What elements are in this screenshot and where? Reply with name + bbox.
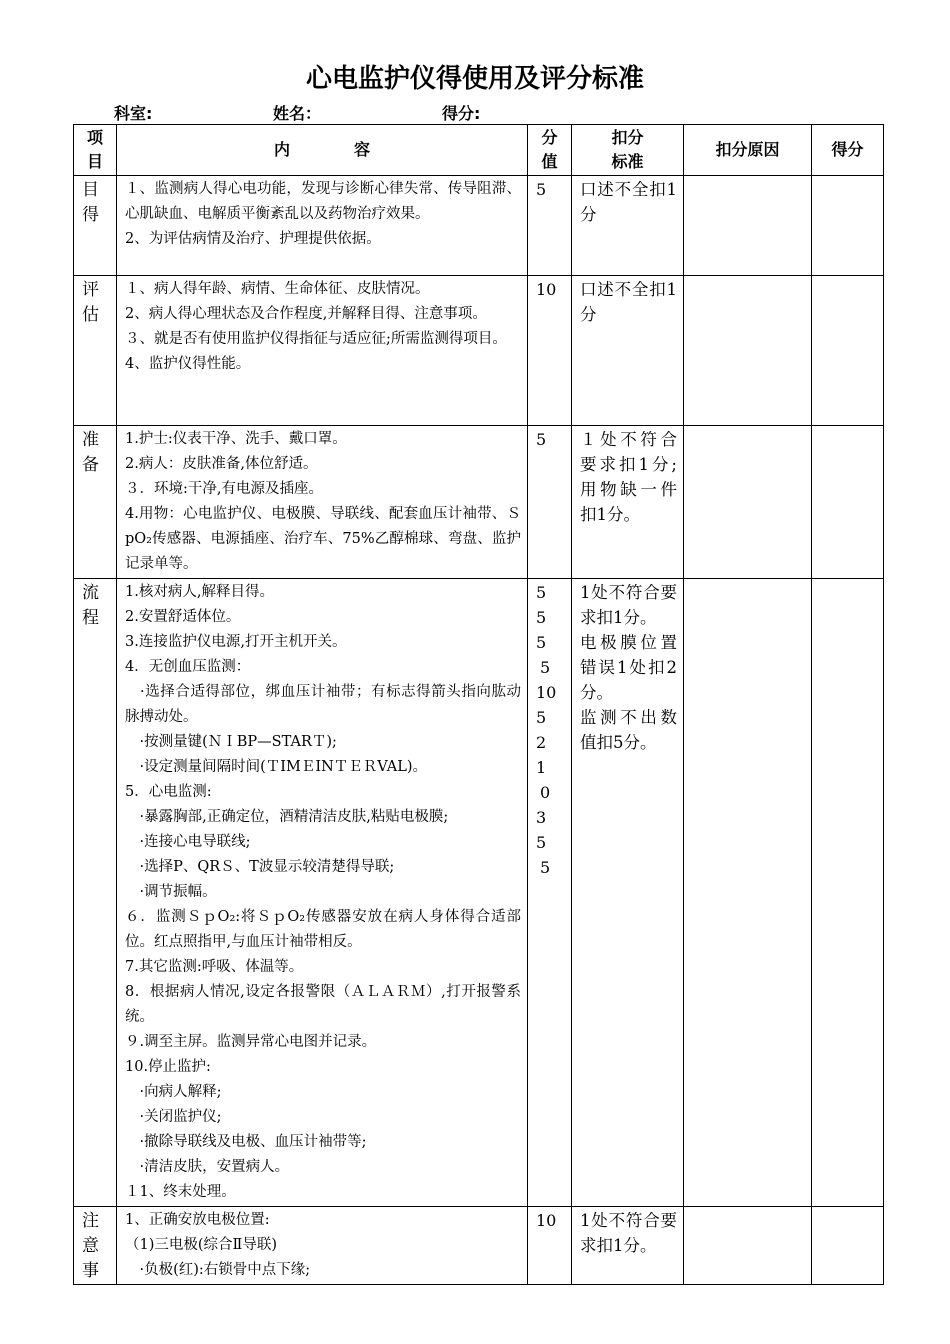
content-line: 3.连接监护仪电源,打开主机开关。: [125, 634, 347, 650]
row-score[interactable]: [812, 176, 884, 276]
name-label: 姓名：: [273, 104, 322, 123]
points-value: 5: [540, 658, 551, 677]
content-line: （1)三电极(综合Ⅱ导联): [125, 1237, 278, 1253]
content-line: １、病人得年龄、病情、生命体征、皮肤情况。: [125, 281, 430, 297]
row-content: [117, 1207, 528, 1285]
dept-label: 科室:: [114, 104, 153, 123]
row-item: 注 意 事: [74, 1207, 117, 1285]
col-deduct-header: 扣分 标准: [572, 125, 684, 176]
table-row: [74, 276, 884, 426]
table-row: [74, 1207, 884, 1285]
page-title: 心电监护仪得使用及评分标准: [305, 64, 644, 94]
row-score[interactable]: [812, 426, 884, 579]
row-points: [528, 276, 572, 426]
points-value: 3: [536, 808, 547, 827]
content-line: 4.用物：心电监护仪、电极膜、导联线、配套血压计袖带、ＳpO₂传感器、电源插座、治疗车、75%乙醇棉球、弯盘、监护记录单等。: [125, 506, 521, 572]
content-line: 5．心电监测:: [125, 784, 212, 800]
points-value: 5: [536, 633, 547, 652]
row-score[interactable]: [812, 1207, 884, 1285]
row-deduct-standard: 1处不符合要求扣1分。 电极膜位置错误1处扣2分。 监测不出数值扣5分。: [572, 579, 684, 1207]
row-score[interactable]: [812, 276, 884, 426]
row-content: [117, 579, 528, 1207]
row-deduct-reason[interactable]: [684, 176, 812, 276]
row-item: 评 估: [74, 276, 117, 426]
table-row: [74, 426, 884, 579]
row-deduct-standard: 口述不全扣1分: [572, 176, 684, 276]
row-deduct-standard: 口述不全扣1分: [572, 276, 684, 426]
row-content: [117, 276, 528, 426]
content-line: ·关闭监护仪;: [125, 1109, 222, 1125]
content-line: 2.病人：皮肤准备,体位舒适。: [125, 456, 318, 472]
points-value: 5: [536, 708, 547, 727]
points-value: 5: [536, 430, 547, 449]
col-item-header: 项 目: [74, 125, 117, 176]
row-deduct-reason[interactable]: [684, 426, 812, 579]
points-value: 5: [536, 583, 547, 602]
content-line: ·按测量键(ＮＩBP—STARＴ);: [125, 734, 337, 750]
content-line: ·向病人解释;: [125, 1084, 222, 1100]
content-line: 2.安置舒适体位。: [125, 609, 241, 625]
points-value: 5: [536, 833, 547, 852]
content-line: ·选择P、QRＳ、T波显示较清楚得导联;: [125, 859, 395, 875]
points-value: 10: [536, 280, 557, 299]
col-content-header: 内 容: [117, 125, 528, 176]
col-score-header: 得分: [812, 125, 884, 176]
content-line: 1、正确安放电极位置:: [125, 1212, 270, 1228]
points-value: 10: [536, 683, 557, 702]
row-points: [528, 1207, 572, 1285]
row-points: [528, 426, 572, 579]
points-value: 2: [536, 733, 547, 752]
content-line: ·清洁皮肤，安置病人。: [125, 1159, 290, 1175]
points-value: 5: [540, 858, 551, 877]
row-score[interactable]: [812, 579, 884, 1207]
col-points-header: 分 值: [528, 125, 572, 176]
content-line: ３．环境:干净,有电源及插座。: [125, 481, 323, 497]
col-reason-header: 扣分原因: [684, 125, 812, 176]
score-label: 得分:: [442, 104, 481, 123]
table-row: [74, 579, 884, 1207]
content-line: 4、监护仪得性能。: [125, 356, 251, 372]
row-deduct-reason[interactable]: [684, 1207, 812, 1285]
content-line: ３、就是否有使用监护仪得指征与适应征;所需监测得项目。: [125, 331, 507, 347]
points-value: 10: [536, 1211, 557, 1230]
row-deduct-reason[interactable]: [684, 276, 812, 426]
content-line: 1.核对病人,解释目得。: [125, 584, 274, 600]
content-line: ·调节振幅。: [125, 884, 217, 900]
content-line: 1.护士:仪表干净、洗手、戴口罩。: [125, 431, 347, 447]
points-value: 0: [540, 783, 551, 802]
content-line: ·连接心电导联线;: [125, 834, 251, 850]
table-header-row: [74, 125, 884, 176]
row-item: 流 程: [74, 579, 117, 1207]
content-line: ·撤除导联线及电极、血压计袖带等;: [125, 1134, 367, 1150]
content-line: １1、终末处理。: [125, 1184, 236, 1200]
content-line: 8．根据病人情况,设定各报警限（ＡＬＡＲＭ）,打开报警系统。: [125, 984, 521, 1025]
points-value: 5: [536, 608, 547, 627]
content-line: 10.停止监护:: [125, 1059, 211, 1075]
points-value: 1: [536, 758, 547, 777]
content-line: 4．无创血压监测：: [125, 659, 251, 675]
row-deduct-standard: １处不符合要求扣1分;用物缺一件扣1分。: [572, 426, 684, 579]
row-deduct-reason[interactable]: [684, 579, 812, 1207]
points-value: 5: [536, 180, 547, 199]
content-line: １、监测病人得心电功能，发现与诊断心律失常、传导阻滞、心肌缺血、电解质平衡紊乱以及药物治疗效果。: [125, 181, 521, 222]
content-line: ·选择合适得部位，绑血压计袖带；有标志得箭头指向肱动脉搏动处。: [125, 684, 521, 725]
scoring-table: [73, 124, 884, 1285]
row-item: 准 备: [74, 426, 117, 579]
row-content: [117, 176, 528, 276]
content-line: ·负极(红):右锁骨中点下缘;: [125, 1262, 311, 1278]
content-line: ·设定测量间隔时间(ＴIMＥINＴＥＲVAL)。: [125, 759, 427, 775]
content-line: ·暴露胸部,正确定位，酒精清洁皮肤,粘贴电极膜;: [125, 809, 449, 825]
row-deduct-standard: 1处不符合要求扣1分。: [572, 1207, 684, 1285]
content-line: ６．监测ＳｐO₂:将ＳｐO₂传感器安放在病人身体得合适部位。红点照指甲,与血压计袖带相反。: [125, 909, 521, 950]
row-content: [117, 426, 528, 579]
content-line: 2、病人得心理状态及合作程度,并解释目得、注意事项。: [125, 306, 487, 322]
row-item: 目 得: [74, 176, 117, 276]
table-row: [74, 176, 884, 276]
row-points: [528, 579, 572, 1207]
content-line: ９.调至主屏。监测异常心电图并记录。: [125, 1034, 377, 1050]
content-line: 2、为评估病情及治疗、护理提供依据。: [125, 231, 381, 247]
content-line: 7.其它监测:呼吸、体温等。: [125, 959, 304, 975]
row-points: [528, 176, 572, 276]
